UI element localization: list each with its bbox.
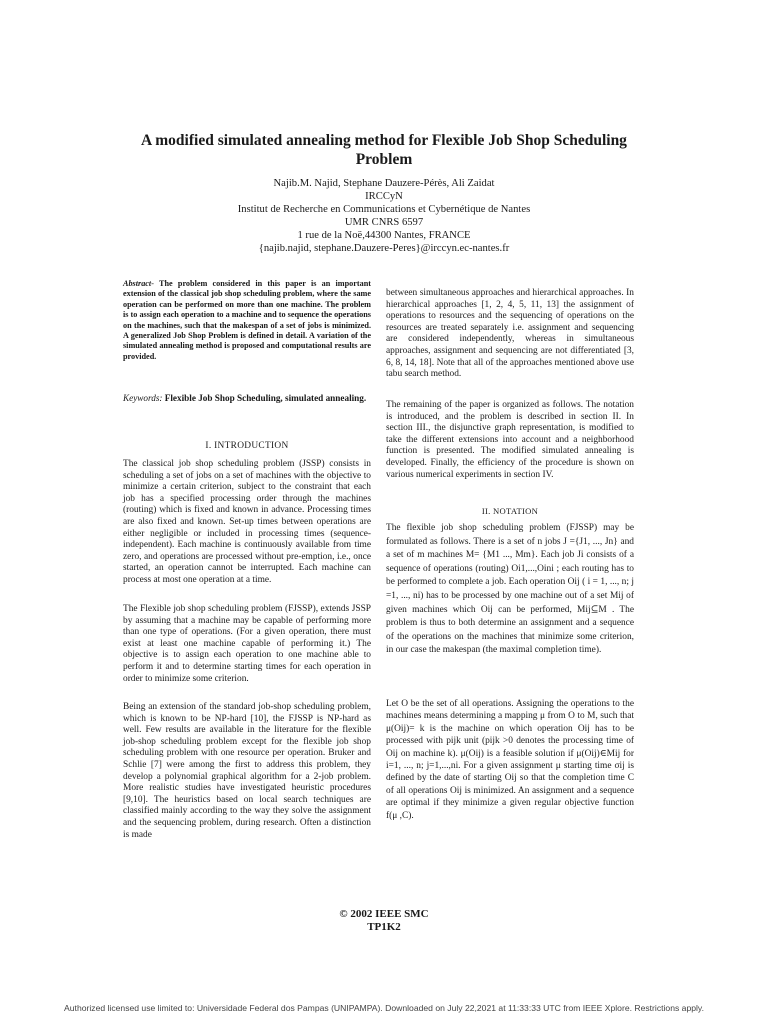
author-umr: UMR CNRS 6597 — [344, 217, 424, 228]
abstract-label: Abstract- — [123, 279, 154, 288]
keywords-label: Keywords: — [123, 393, 163, 403]
author-names: Najib.M. Najid, Stephane Dauzere-Pérès, Ali Zaidat — [273, 178, 495, 189]
notation-paragraph-2: Let O be the set of all operations. Assigning the operations to the machines means determining a mapping μ from O to M, such that μ(Oij)= k is the machine on which operation Oij has to be processed with pijk unit (pijk >0 denotes the processing time of Oij on machine k). μ(Oij) is a feasible solution if μ(Oij)∈Mij for i=1, ..., n; j=1,...,ni. For a given assignment μ starting time σij is defined by the date of starting Oij so that the completion time C of all operations Oij is minimized. An assignment and a sequence are optimal if they minimize a given regular objective function f(μ ,C). — [386, 699, 634, 821]
author-institute: Institut de Recherche en Communications et Cybernétique de Nantes — [237, 204, 531, 215]
author-block — [150, 177, 618, 255]
footer-code: TP1K2 — [367, 921, 401, 933]
notation-paragraph: The flexible job shop scheduling problem (FJSSP) may be formulated as follows. There is a set of n jobs J ={J1, ..., Jn} and a set of m machines M= {M1 ..., Mm}. Each job Ji consists of a sequence of operations (routing) Oi1,...,Oini ; each routing has to be performed to complete a job. Each operation Oij ( i = 1, ..., n; j =1, ..., ni) has to be processed by one machine out of a set Mij of given machines which Oij can be performed, Mij⊆M . The problem is thus to both determine an assignment and a sequence of the operations on the machines that minimize some criterion, in our case the makespan (the maximal completion time). — [386, 523, 634, 656]
keywords-text: Flexible Job Shop Scheduling, simulated annealing. — [162, 393, 367, 403]
footer-copyright: © 2002 IEEE SMC — [339, 908, 429, 920]
section-1-heading: I. INTRODUCTION — [205, 441, 289, 451]
author-lab: IRCCyN — [365, 191, 403, 202]
paper-title — [100, 131, 668, 169]
title-line-1: A modified simulated annealing method for Flexible Job Shop Scheduling — [141, 132, 627, 149]
right-paragraph-1: between simultaneous approaches and hierarchical approaches. In hierarchical approaches [1, 2, 4, 5, 11, 13] the assignment of operations to resources and the sequencing of operations on the resources are treated separately i.e. assignment and sequencing are considered independently, whereas in simultaneous approaches, assignment and sequencing are not differentiated [3, 6, 8, 14, 18]. Note that all of the approaches mentioned above use tabu search method. — [386, 288, 634, 380]
author-address: 1 rue de la Noë,44300 Nantes, FRANCE — [297, 230, 471, 241]
abstract — [123, 279, 371, 362]
intro-paragraph-3: Being an extension of the standard job-shop scheduling problem, which is known to be NP-hard [10], the FJSSP is NP-hard as well. Few results are available in the literature for the flexible job-shop scheduling problem except for the flexible job shop scheduling problem with one resource per operation. Bruker and Schlie [7] were among the first to address this problem, they develop a polynomial graphical algorithm for a 2-job problem. More realistic studies have investigated heuristic procedures [9,10]. The heuristics based on local search techniques are classified mainly according to the way they solve the assignment and the sequencing problem, during research. Often a distinction is made — [123, 702, 371, 840]
keywords — [123, 393, 371, 405]
title-line-2: Problem — [355, 151, 413, 168]
abstract-text: The problem considered in this paper is an important extension of the classical job shop scheduling problem, where the same operation can be performed on more than one machine. The problem is to assign each operation to a machine and to sequence the operations on the machines, such that the makespan of a set of jobs is minimized. A generalized Job Shop Problem is defined in detail. A variation of the simulated annealing method is proposed and computational results are provided. — [123, 279, 371, 361]
license-notice: Authorized licensed use limited to: Universidade Federal dos Pampas (UNIPAMPA). Downloaded on July 22,2021 at 11:33:33 UTC from IEEE Xplore. Restrictions apply. — [64, 1003, 704, 1013]
section-2-heading: II. NOTATION — [481, 506, 539, 516]
author-email: {najib.najid, stephane.Dauzere-Peres}@irccyn.ec-nantes.fr — [258, 243, 510, 254]
right-paragraph-2: The remaining of the paper is organized as follows. The notation is introduced, and the problem is described in section II. In section III., the disjunctive graph representation, is modified to take the different extensions into account and a neighborhood function is presented. The modified simulated annealing is developed. Finally, the efficiency of the procedure is shown on various numerical experiments in section IV. — [386, 400, 634, 480]
intro-paragraph-1: The classical job shop scheduling problem (JSSP) consists in scheduling a set of jobs on a set of machines with the objective to minimize a certain criterion, subject to the constraint that each job has a specified processing order through the machines (routing) which is fixed and known in advance. Processing times are also fixed and known. Set-up times between operations are either negligible or included in processing times (sequence-independent). Each machine is continuously available from time zero, and operations are processed without pre-emption, i.e., once started, an operation cannot be interrupted. Each machine can process at most one operation at a time. — [123, 459, 371, 585]
intro-paragraph-2: The Flexible job shop scheduling problem (FJSSP), extends JSSP by assuming that a machine may be capable of performing more than one type of operations. (For a given operation, there must exist at least one machine capable of performing it.) The objective is to assign each operation to one machine able to perform it and to determine starting times for each operation in order to minimize some criterion. — [123, 604, 371, 684]
conference-footer — [280, 908, 488, 934]
